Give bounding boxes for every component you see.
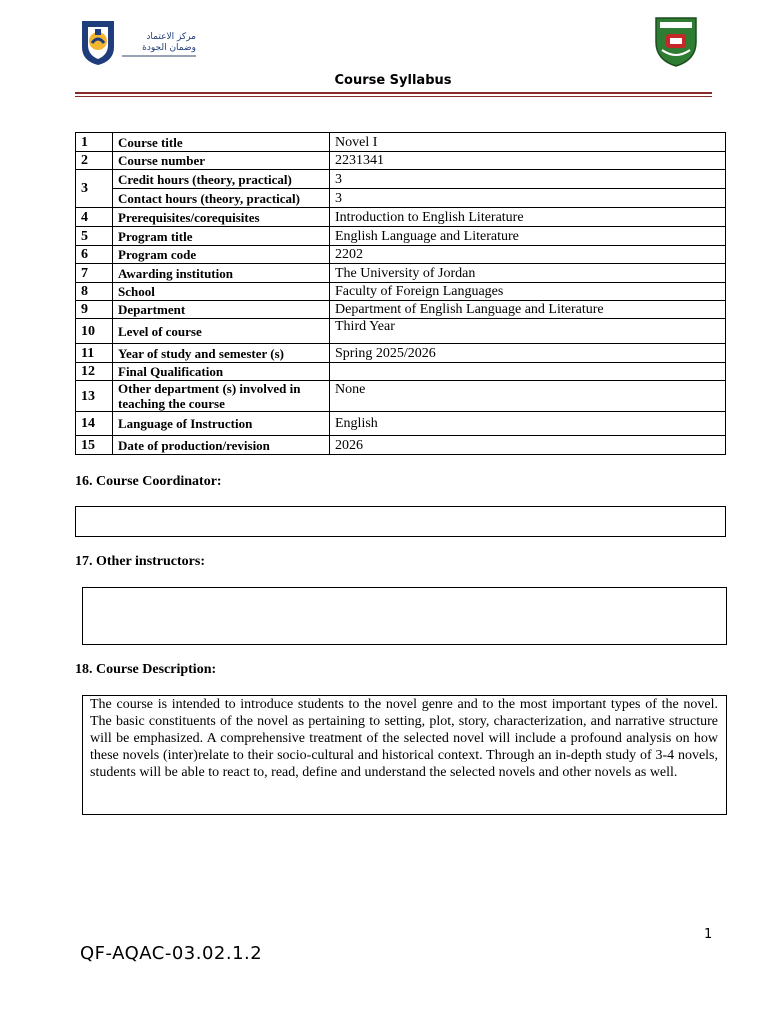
table-row [76,436,726,455]
table-row [76,170,726,189]
row-number: 6 [76,246,113,264]
course-description-box [82,695,727,815]
aqac-logo [78,17,204,67]
row-value: The University of Jordan [330,264,726,283]
table-row [76,412,726,436]
row-value: 2026 [330,436,726,455]
row-label: School [113,283,330,301]
row-label: Course number [113,152,330,170]
row-value: 2202 [330,246,726,264]
row-label: Credit hours (theory, practical) [113,170,330,189]
table-row [76,319,726,344]
table-row [76,152,726,170]
row-number: 4 [76,208,113,227]
table-row [76,189,726,208]
row-value [330,363,726,381]
row-label: Prerequisites/corequisites [113,208,330,227]
table-row [76,363,726,381]
row-label: Date of production/revision [113,436,330,455]
row-label: Department [113,301,330,319]
page-number: 1 [704,927,713,942]
row-number: 14 [76,412,113,436]
logo-arabic-line2: وضمان الجودة [142,43,196,53]
row-number: 7 [76,264,113,283]
table-row [76,301,726,319]
row-label: Year of study and semester (s) [113,344,330,363]
row-label: Level of course [113,319,330,344]
table-row [76,264,726,283]
row-number: 1 [76,133,113,152]
row-number: 8 [76,283,113,301]
course-info-table [75,132,726,455]
row-value: Third Year [330,319,726,344]
document-title: Course Syllabus [334,73,452,88]
course-coordinator-heading: 16. Course Coordinator: [75,474,222,489]
row-label: Program code [113,246,330,264]
row-number: 15 [76,436,113,455]
row-number: 10 [76,319,113,344]
row-value: Faculty of Foreign Languages [330,283,726,301]
row-number: 3 [76,170,113,208]
row-value: 3 [330,170,726,189]
header-rule-thin [75,96,712,97]
row-value: None [330,381,726,412]
row-label: Other department (s) involved in teaching the course [113,381,330,412]
header-rule [75,92,712,94]
table-row [76,283,726,301]
table-row [76,246,726,264]
row-value: Novel I [330,133,726,152]
row-label: Program title [113,227,330,246]
row-value: English Language and Literature [330,227,726,246]
row-number: 13 [76,381,113,412]
form-code: QF-AQAC-03.02.1.2 [80,943,263,964]
table-row [76,381,726,412]
table-row [76,344,726,363]
row-label: Awarding institution [113,264,330,283]
course-description-heading: 18. Course Description: [75,662,217,677]
logo-arabic-line1: مركز الاعتماد [146,32,196,42]
other-instructors-heading: 17. Other instructors: [75,554,205,569]
course-coordinator-box [75,506,726,537]
university-shield-logo [652,14,700,68]
table-row [76,133,726,152]
row-number: 9 [76,301,113,319]
row-value: English [330,412,726,436]
row-label: Final Qualification [113,363,330,381]
row-number: 5 [76,227,113,246]
row-label: Course title [113,133,330,152]
row-value: 3 [330,189,726,208]
row-value: Introduction to English Literature [330,208,726,227]
row-number: 2 [76,152,113,170]
table-row [76,227,726,246]
row-label: Contact hours (theory, practical) [113,189,330,208]
other-instructors-box [82,587,727,645]
row-label: Language of Instruction [113,412,330,436]
course-description-text: The course is intended to introduce students to the novel genre and to the most important types of the novel. The basic constituents of the novel as pertaining to setting, plot, story, characterization, and narrative structure will be emphasized. A comprehensive treatment of the selected novel will include a profound analysis on how these novels (inter)relate to their socio-cultural and historical context. Through an in-depth study of 3-4 novels, students will be able to react to, read, define and understand the selected novels and other novels as well. [90,697,718,780]
row-number: 12 [76,363,113,381]
row-value: Department of English Language and Literature [330,301,726,319]
table-row [76,208,726,227]
row-value: 2231341 [330,152,726,170]
row-value: Spring 2025/2026 [330,344,726,363]
row-number: 11 [76,344,113,363]
